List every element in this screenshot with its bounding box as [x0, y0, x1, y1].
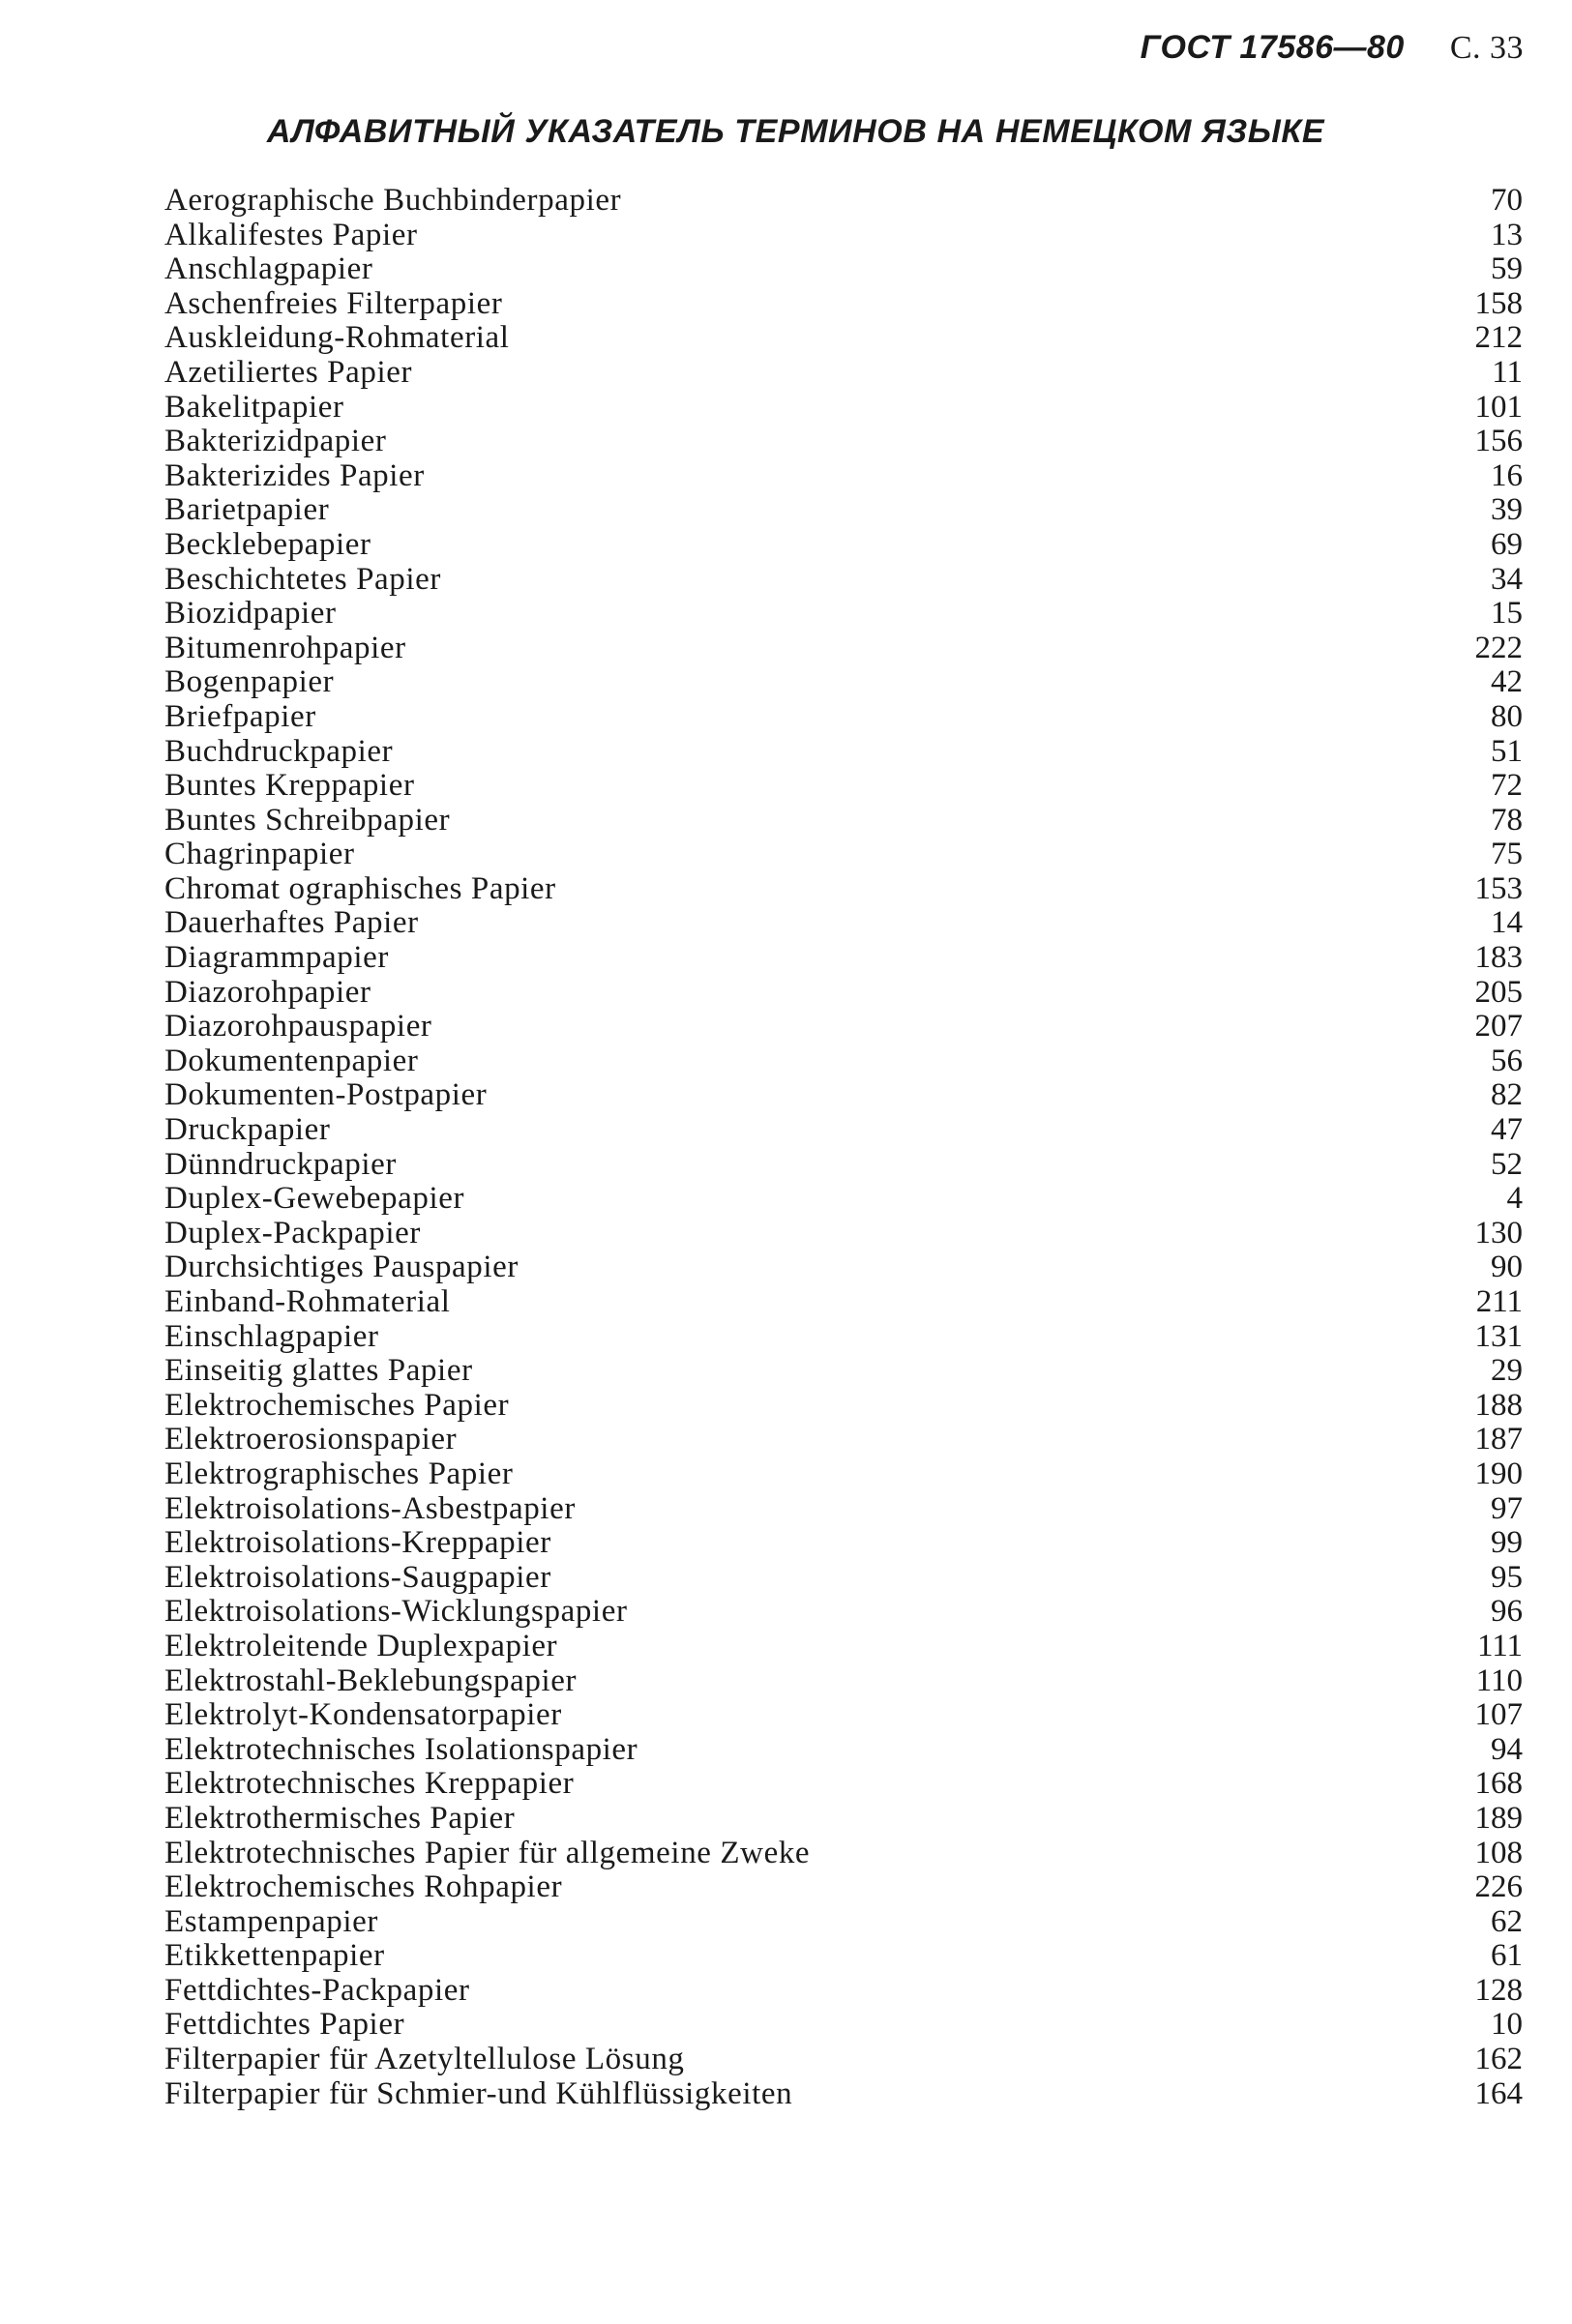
index-entry — [164, 941, 1528, 976]
entry-number: 82 — [1491, 1077, 1523, 1113]
index-entry — [164, 493, 1528, 528]
index-entry — [164, 1939, 1528, 1974]
entry-term: Elektroisolations-Wicklungspapier — [164, 1594, 628, 1630]
entry-term: Diazorohpauspapier — [164, 1009, 432, 1044]
entry-number: 190 — [1474, 1456, 1523, 1491]
entry-number: 90 — [1491, 1250, 1523, 1285]
index-entry — [164, 1526, 1528, 1561]
entry-number: 34 — [1491, 561, 1523, 597]
entry-number: 75 — [1491, 837, 1523, 872]
index-entry — [164, 2008, 1528, 2043]
entry-number: 187 — [1474, 1422, 1523, 1457]
entry-term: Etikkettenpapier — [164, 1938, 385, 1974]
index-entry — [164, 1905, 1528, 1940]
entry-number: 39 — [1491, 492, 1523, 528]
entry-term: Elektrotechnisches Papier für allgemeine Zweke — [164, 1835, 811, 1870]
entry-number: 95 — [1491, 1559, 1523, 1595]
index-entry — [164, 1457, 1528, 1492]
index-entry — [164, 735, 1528, 770]
index-entry — [164, 1767, 1528, 1802]
index-entry — [164, 219, 1528, 253]
index-entry — [164, 632, 1528, 666]
entry-term: Einband-Rohmaterial — [164, 1284, 451, 1319]
entry-number: 29 — [1491, 1353, 1523, 1389]
entry-term: Filterpapier für Schmier-und Kühlflüssigkeiten — [164, 2075, 793, 2111]
index-entry — [164, 1870, 1528, 1905]
entry-term: Auskleidung-Rohmaterial — [164, 320, 510, 356]
index-entry — [164, 1010, 1528, 1044]
entry-term: Becklebepapier — [164, 526, 371, 562]
index-entry — [164, 769, 1528, 804]
index-entry — [164, 1698, 1528, 1733]
entry-term: Dünndruckpapier — [164, 1146, 397, 1182]
entry-number: 11 — [1492, 354, 1523, 390]
entry-term: Fettdichtes Papier — [164, 2007, 405, 2043]
entry-term: Azetiliertes Papier — [164, 354, 413, 390]
entry-number: 111 — [1476, 1628, 1523, 1663]
entry-number: 188 — [1474, 1387, 1523, 1423]
entry-number: 78 — [1491, 802, 1523, 838]
entry-term: Buntes Kreppapier — [164, 768, 415, 804]
entry-term: Duplex-Gewebepapier — [164, 1181, 465, 1217]
entry-number: 52 — [1491, 1146, 1523, 1182]
index-title: АЛФАВИТНЫЙ УКАЗАТЕЛЬ ТЕРМИНОВ НА НЕМЕЦКОМ ЯЗЫКЕ — [266, 113, 1325, 150]
entry-term: Filterpapier für Azetyltellulose Lösung — [164, 2042, 685, 2077]
entry-number: 15 — [1491, 596, 1523, 632]
entry-term: Elektrochemisches Papier — [164, 1387, 510, 1423]
entry-number: 10 — [1491, 2007, 1523, 2043]
index-entry — [164, 1113, 1528, 1148]
entry-number: 72 — [1491, 768, 1523, 804]
entry-term: Biozidpapier — [164, 596, 337, 632]
entry-number: 94 — [1491, 1731, 1523, 1767]
index-entry — [164, 1630, 1528, 1664]
entry-term: Einseitig glattes Papier — [164, 1353, 473, 1389]
index-entry — [164, 563, 1528, 598]
page-number: С. 33 — [1449, 30, 1524, 66]
entry-term: Bakelitpapier — [164, 389, 344, 425]
index-entry — [164, 287, 1528, 322]
entry-number: 62 — [1491, 1903, 1523, 1939]
entry-number: 158 — [1474, 285, 1523, 321]
entry-number: 226 — [1474, 1869, 1523, 1905]
entry-term: Druckpapier — [164, 1112, 331, 1148]
entry-number: 70 — [1491, 183, 1523, 218]
index-entry — [164, 700, 1528, 735]
index-entry — [164, 1078, 1528, 1113]
index-entry — [164, 1974, 1528, 2009]
entry-number: 168 — [1474, 1766, 1523, 1802]
entry-term: Bogenpapier — [164, 664, 335, 700]
entry-number: 164 — [1474, 2075, 1523, 2111]
index-entry — [164, 804, 1528, 838]
index-entry — [164, 2077, 1528, 2112]
index-entry — [164, 1217, 1528, 1251]
index-entry — [164, 1664, 1528, 1699]
index-entry — [164, 1285, 1528, 1320]
entry-term: Duplex-Packpapier — [164, 1215, 421, 1250]
entry-term: Diagrammpapier — [164, 940, 389, 976]
index-entry — [164, 906, 1528, 941]
index-entry — [164, 1182, 1528, 1217]
entry-number: 99 — [1491, 1525, 1523, 1561]
entry-number: 13 — [1491, 217, 1523, 252]
index-entry — [164, 1595, 1528, 1630]
entry-term: Bakterizides Papier — [164, 457, 425, 493]
index-entry — [164, 597, 1528, 632]
entry-term: Elektrographisches Papier — [164, 1456, 514, 1491]
entry-number: 205 — [1474, 974, 1523, 1010]
entry-number: 97 — [1491, 1490, 1523, 1526]
page-header — [1141, 29, 1524, 67]
index-entry — [164, 1837, 1528, 1871]
index-entry — [164, 1354, 1528, 1389]
index-entry — [164, 1423, 1528, 1457]
entry-term: Elektroleitende Duplexpapier — [164, 1628, 558, 1663]
entry-term: Briefpapier — [164, 698, 316, 734]
entry-number: 156 — [1474, 424, 1523, 459]
entry-number: 96 — [1491, 1594, 1523, 1630]
index-entry — [164, 1389, 1528, 1424]
index-entry — [164, 1250, 1528, 1285]
entry-number: 211 — [1475, 1284, 1523, 1319]
entry-number: 130 — [1474, 1215, 1523, 1250]
index-entry — [164, 528, 1528, 563]
entry-number: 153 — [1474, 870, 1523, 906]
entry-term: Diazorohpapier — [164, 974, 371, 1010]
entry-term: Einschlagpapier — [164, 1318, 379, 1354]
entry-number: 14 — [1491, 905, 1523, 941]
entry-term: Elektroisolations-Kreppapier — [164, 1525, 551, 1561]
entry-number: 56 — [1491, 1043, 1523, 1078]
entry-number: 222 — [1474, 630, 1523, 665]
entry-term: Estampenpapier — [164, 1903, 378, 1939]
entry-term: Elektrolyt-Kondensatorpapier — [164, 1697, 562, 1733]
entry-term: Durchsichtiges Pauspapier — [164, 1250, 519, 1285]
entry-number: 4 — [1506, 1181, 1523, 1217]
entry-number: 183 — [1474, 940, 1523, 976]
entry-number: 207 — [1474, 1009, 1523, 1044]
entry-term: Aerographische Buchbinderpapier — [164, 183, 622, 218]
standard-number: ГОСТ 17586—80 — [1140, 29, 1405, 66]
entry-number: 42 — [1491, 664, 1523, 700]
index-entry — [164, 1044, 1528, 1079]
entry-number: 108 — [1474, 1835, 1523, 1870]
entry-number: 80 — [1491, 698, 1523, 734]
entry-number: 51 — [1491, 733, 1523, 769]
index-entry — [164, 459, 1528, 494]
entry-number: 16 — [1491, 457, 1523, 493]
index-entry — [164, 425, 1528, 459]
entry-term: Dokumentenpapier — [164, 1043, 419, 1078]
entry-number: 69 — [1491, 526, 1523, 562]
index-entry — [164, 1561, 1528, 1596]
entry-number: 212 — [1474, 320, 1523, 356]
index-entry — [164, 356, 1528, 391]
entry-term: Elektroisolations-Asbestpapier — [164, 1490, 576, 1526]
term-index-list — [164, 184, 1528, 2111]
index-entry — [164, 184, 1528, 219]
entry-number: 59 — [1491, 251, 1523, 287]
entry-term: Elektrostahl-Beklebungspapier — [164, 1662, 578, 1698]
index-entry — [164, 1320, 1528, 1355]
entry-number: 162 — [1474, 2042, 1523, 2077]
entry-number: 110 — [1475, 1662, 1523, 1698]
index-entry — [164, 391, 1528, 426]
entry-number: 47 — [1491, 1112, 1523, 1148]
entry-number: 61 — [1491, 1938, 1523, 1974]
entry-number: 189 — [1474, 1800, 1523, 1836]
entry-term: Elektrochemisches Rohpapier — [164, 1869, 563, 1905]
entry-term: Aschenfreies Filterpapier — [164, 285, 503, 321]
index-entry — [164, 2043, 1528, 2077]
entry-term: Alkalifestes Papier — [164, 217, 418, 252]
entry-term: Anschlagpapier — [164, 251, 373, 287]
index-entry — [164, 1733, 1528, 1768]
entry-term: Elektrotechnisches Kreppapier — [164, 1766, 575, 1802]
entry-term: Buntes Schreibpapier — [164, 802, 451, 838]
entry-term: Dokumenten-Postpapier — [164, 1077, 488, 1113]
index-entry — [164, 872, 1528, 907]
index-entry — [164, 321, 1528, 356]
entry-number: 101 — [1474, 389, 1523, 425]
entry-term: Elektrothermisches Papier — [164, 1800, 516, 1836]
index-entry — [164, 838, 1528, 872]
index-entry — [164, 976, 1528, 1011]
entry-term: Bakterizidpapier — [164, 424, 387, 459]
entry-number: 128 — [1474, 1972, 1523, 2008]
entry-term: Fettdichtes-Packpapier — [164, 1972, 470, 2008]
entry-term: Dauerhaftes Papier — [164, 905, 419, 941]
entry-term: Elektrotechnisches Isolationspapier — [164, 1731, 638, 1767]
index-entry — [164, 1492, 1528, 1527]
index-entry — [164, 252, 1528, 287]
entry-number: 107 — [1474, 1697, 1523, 1733]
index-entry — [164, 665, 1528, 700]
entry-term: Elektroerosionspapier — [164, 1422, 458, 1457]
index-entry — [164, 1802, 1528, 1837]
entry-term: Beschichtetes Papier — [164, 561, 441, 597]
entry-term: Barietpapier — [164, 492, 330, 528]
entry-term: Buchdruckpapier — [164, 733, 394, 769]
entry-term: Bitumenrohpapier — [164, 630, 406, 665]
entry-term: Elektroisolations-Saugpapier — [164, 1559, 551, 1595]
entry-term: Chromat ographisches Papier — [164, 870, 556, 906]
index-entry — [164, 1148, 1528, 1183]
entry-term: Chagrinpapier — [164, 837, 355, 872]
entry-number: 131 — [1474, 1318, 1523, 1354]
